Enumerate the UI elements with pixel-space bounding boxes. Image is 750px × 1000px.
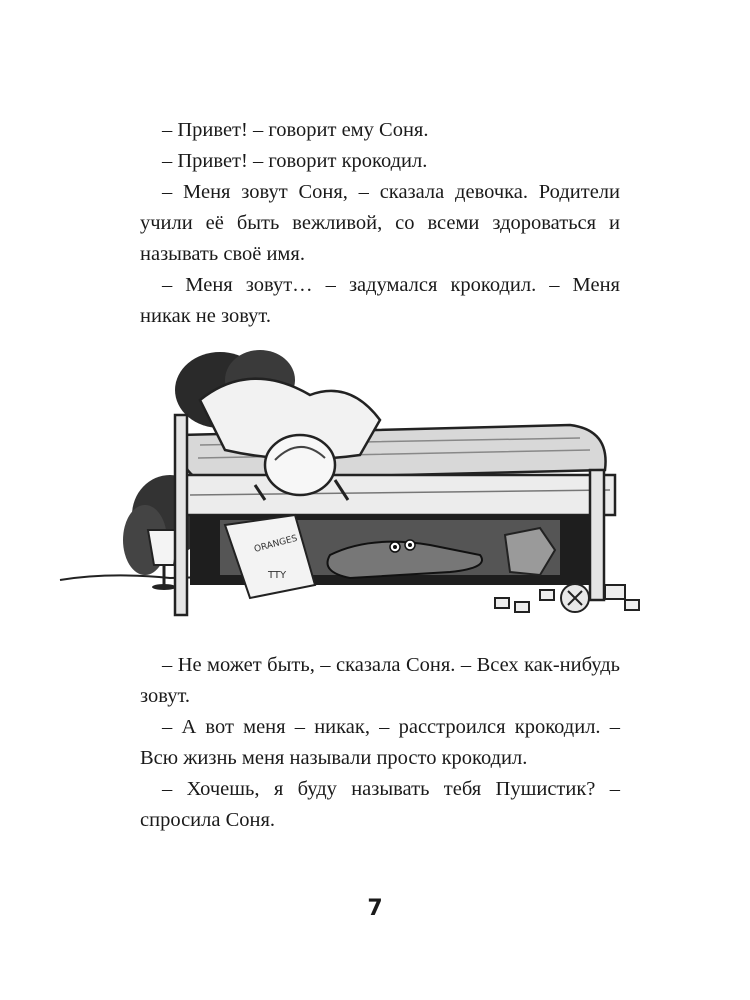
paragraph: – Привет! – говорит крокодил. bbox=[162, 150, 428, 172]
bed-crocodile-illustration bbox=[50, 340, 700, 640]
paragraph: – Хочешь, я буду называть тебя Пушистик? – спросила Соня. bbox=[140, 778, 620, 831]
box-label: ORANGES bbox=[253, 533, 299, 555]
bottom-text-block bbox=[140, 650, 620, 836]
paragraph: – А вот меня – никак, – расстроился крокодил. – Всю жизнь меня называли просто крокодил. bbox=[140, 716, 620, 769]
box-label-2: TTY bbox=[268, 570, 287, 581]
page-number: 7 bbox=[367, 896, 383, 921]
top-text-block bbox=[140, 115, 620, 332]
paragraph: – Меня зовут… – задумался крокодил. – Меня никак не зовут. bbox=[140, 274, 620, 327]
paragraph: – Привет! – говорит ему Соня. bbox=[162, 119, 429, 141]
paragraph: – Меня зовут Соня, – сказала девочка. Родители учили её быть вежливой, со всеми здороваться и называть своё имя. bbox=[140, 181, 620, 265]
paragraph: – Не может быть, – сказала Соня. – Всех как-нибудь зовут. bbox=[140, 654, 620, 707]
